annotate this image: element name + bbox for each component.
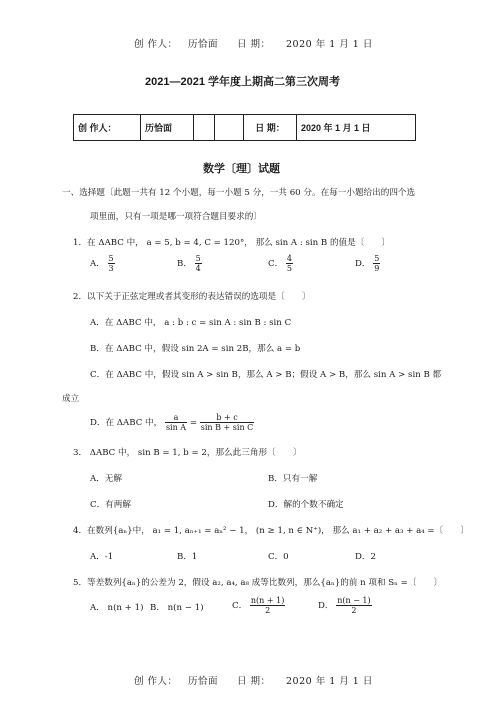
info-creator-label: 创 作人： xyxy=(74,115,141,141)
q4-stem: 4．在数列{aₙ}中， a₁ = 1, aₙ₊₁ = aₙ² − 1， (n ≥ 1, n ∈ N⁺)， 那么 a₁ + a₂ + a₃ + a₄ =〔 〕 xyxy=(73,526,470,536)
info-date-label: 日 期： xyxy=(244,115,297,141)
option-label: A． xyxy=(90,259,105,269)
exam-subtitle: 数学〔理〕试题 xyxy=(203,163,280,175)
q3-option-b: B．只有一解 xyxy=(268,474,318,484)
option-label: C． xyxy=(268,259,284,269)
q3-stem: 3． ΔABC 中， sin B = 1, b = 2，那么此三角形〔 〕 xyxy=(73,448,302,458)
q1-option-b: B． $\frac{5}{4}$ xyxy=(177,254,201,273)
header-creator: 历恰面 xyxy=(188,39,219,50)
header-date-label: 日 期： xyxy=(237,39,271,50)
q4-option-a: A．-1 xyxy=(90,552,114,562)
header-date: 2020 年 1 月 1 日 xyxy=(286,39,373,50)
footer-creator-label: 创 作人： xyxy=(134,676,178,687)
footer-date: 2020 年 1 月 1 日 xyxy=(286,676,373,687)
section-intro-line2: 项里面，只有一项是哪一项符合题目要求的〕 xyxy=(90,212,262,222)
q2-option-d: D．在 ΔABC 中， $\frac{a}{\text{sin A}}$ = $\frac{b + c}{\text{sin B + sin C}}$ xyxy=(90,413,254,432)
info-date: 2020 年 1 月 1 日 xyxy=(297,115,416,141)
q1-option-d: D． $\frac{5}{9}$ xyxy=(355,254,380,273)
q1-option-c: C． $\frac{4}{5}$ xyxy=(268,254,292,273)
q2-stem: 2．以下关于正弦定理或者其变形的表达错误的选项是〔 〕 xyxy=(73,292,311,302)
footer-creator: 历恰面 xyxy=(188,676,219,687)
info-empty-cell xyxy=(215,115,244,141)
q1-stem: 1．在 ΔABC 中， a = 5, b = 4, C = 120°， 那么 sin A : sin B 的值是〔 〕 xyxy=(73,238,391,248)
q3-option-a: A．无解 xyxy=(90,474,122,484)
q5-option-d: D． $\frac{n(n - 1)}{2}$ xyxy=(318,596,371,615)
q4-option-c: C．0 xyxy=(268,552,289,562)
q2-option-c-line1: C．在 ΔABC 中，假设 sin A > sin B，那么 A > B；假设 A > B，那么 sin A > sin B 都 xyxy=(90,370,442,380)
q5-option-a: A． n(n + 1) xyxy=(90,603,144,613)
q4-option-b: B．1 xyxy=(177,552,198,562)
header-creator-label: 创 作人： xyxy=(134,39,178,50)
option-label: B． xyxy=(177,259,192,269)
info-table xyxy=(73,114,416,141)
q5-option-b: B． n(n − 1) xyxy=(150,603,204,613)
section-intro-line1: 一、选择题〔此题一共有 12 个小题，每一小题 5 分，一共 60 分。在每一小题给出的四个选 xyxy=(62,188,416,198)
info-creator: 历恰面 xyxy=(141,115,194,141)
option-label: D． xyxy=(355,259,371,269)
q3-option-d: D．解的个数不确定 xyxy=(268,500,344,510)
q3-option-c: C．有两解 xyxy=(90,500,131,510)
q4-option-d: D．2 xyxy=(355,552,376,562)
page-title: 2021—2021 学年度上期高二第三次周考 xyxy=(145,76,340,88)
info-empty-cell xyxy=(194,115,215,141)
q5-stem: 5．等差数列{aₙ}的公差为 2，假设 a₂, a₄, a₈ 成等比数列，那么{aₙ}的前 n 项和 Sₙ =〔 〕 xyxy=(73,578,443,588)
q2-option-a: A．在 ΔABC 中， a : b : c = sin A : sin B : sin C xyxy=(90,318,292,328)
footer-date-label: 日 期： xyxy=(237,676,271,687)
q2-option-c-line2: 成立 xyxy=(62,394,80,404)
q2-option-b: B．在 ΔABC 中，假设 sin 2A = sin 2B，那么 a = b xyxy=(90,344,301,354)
q5-option-c: C． $\frac{n(n + 1)}{2}$ xyxy=(232,596,285,615)
q1-option-a: A． $\frac{5}{3}$ xyxy=(90,254,114,273)
